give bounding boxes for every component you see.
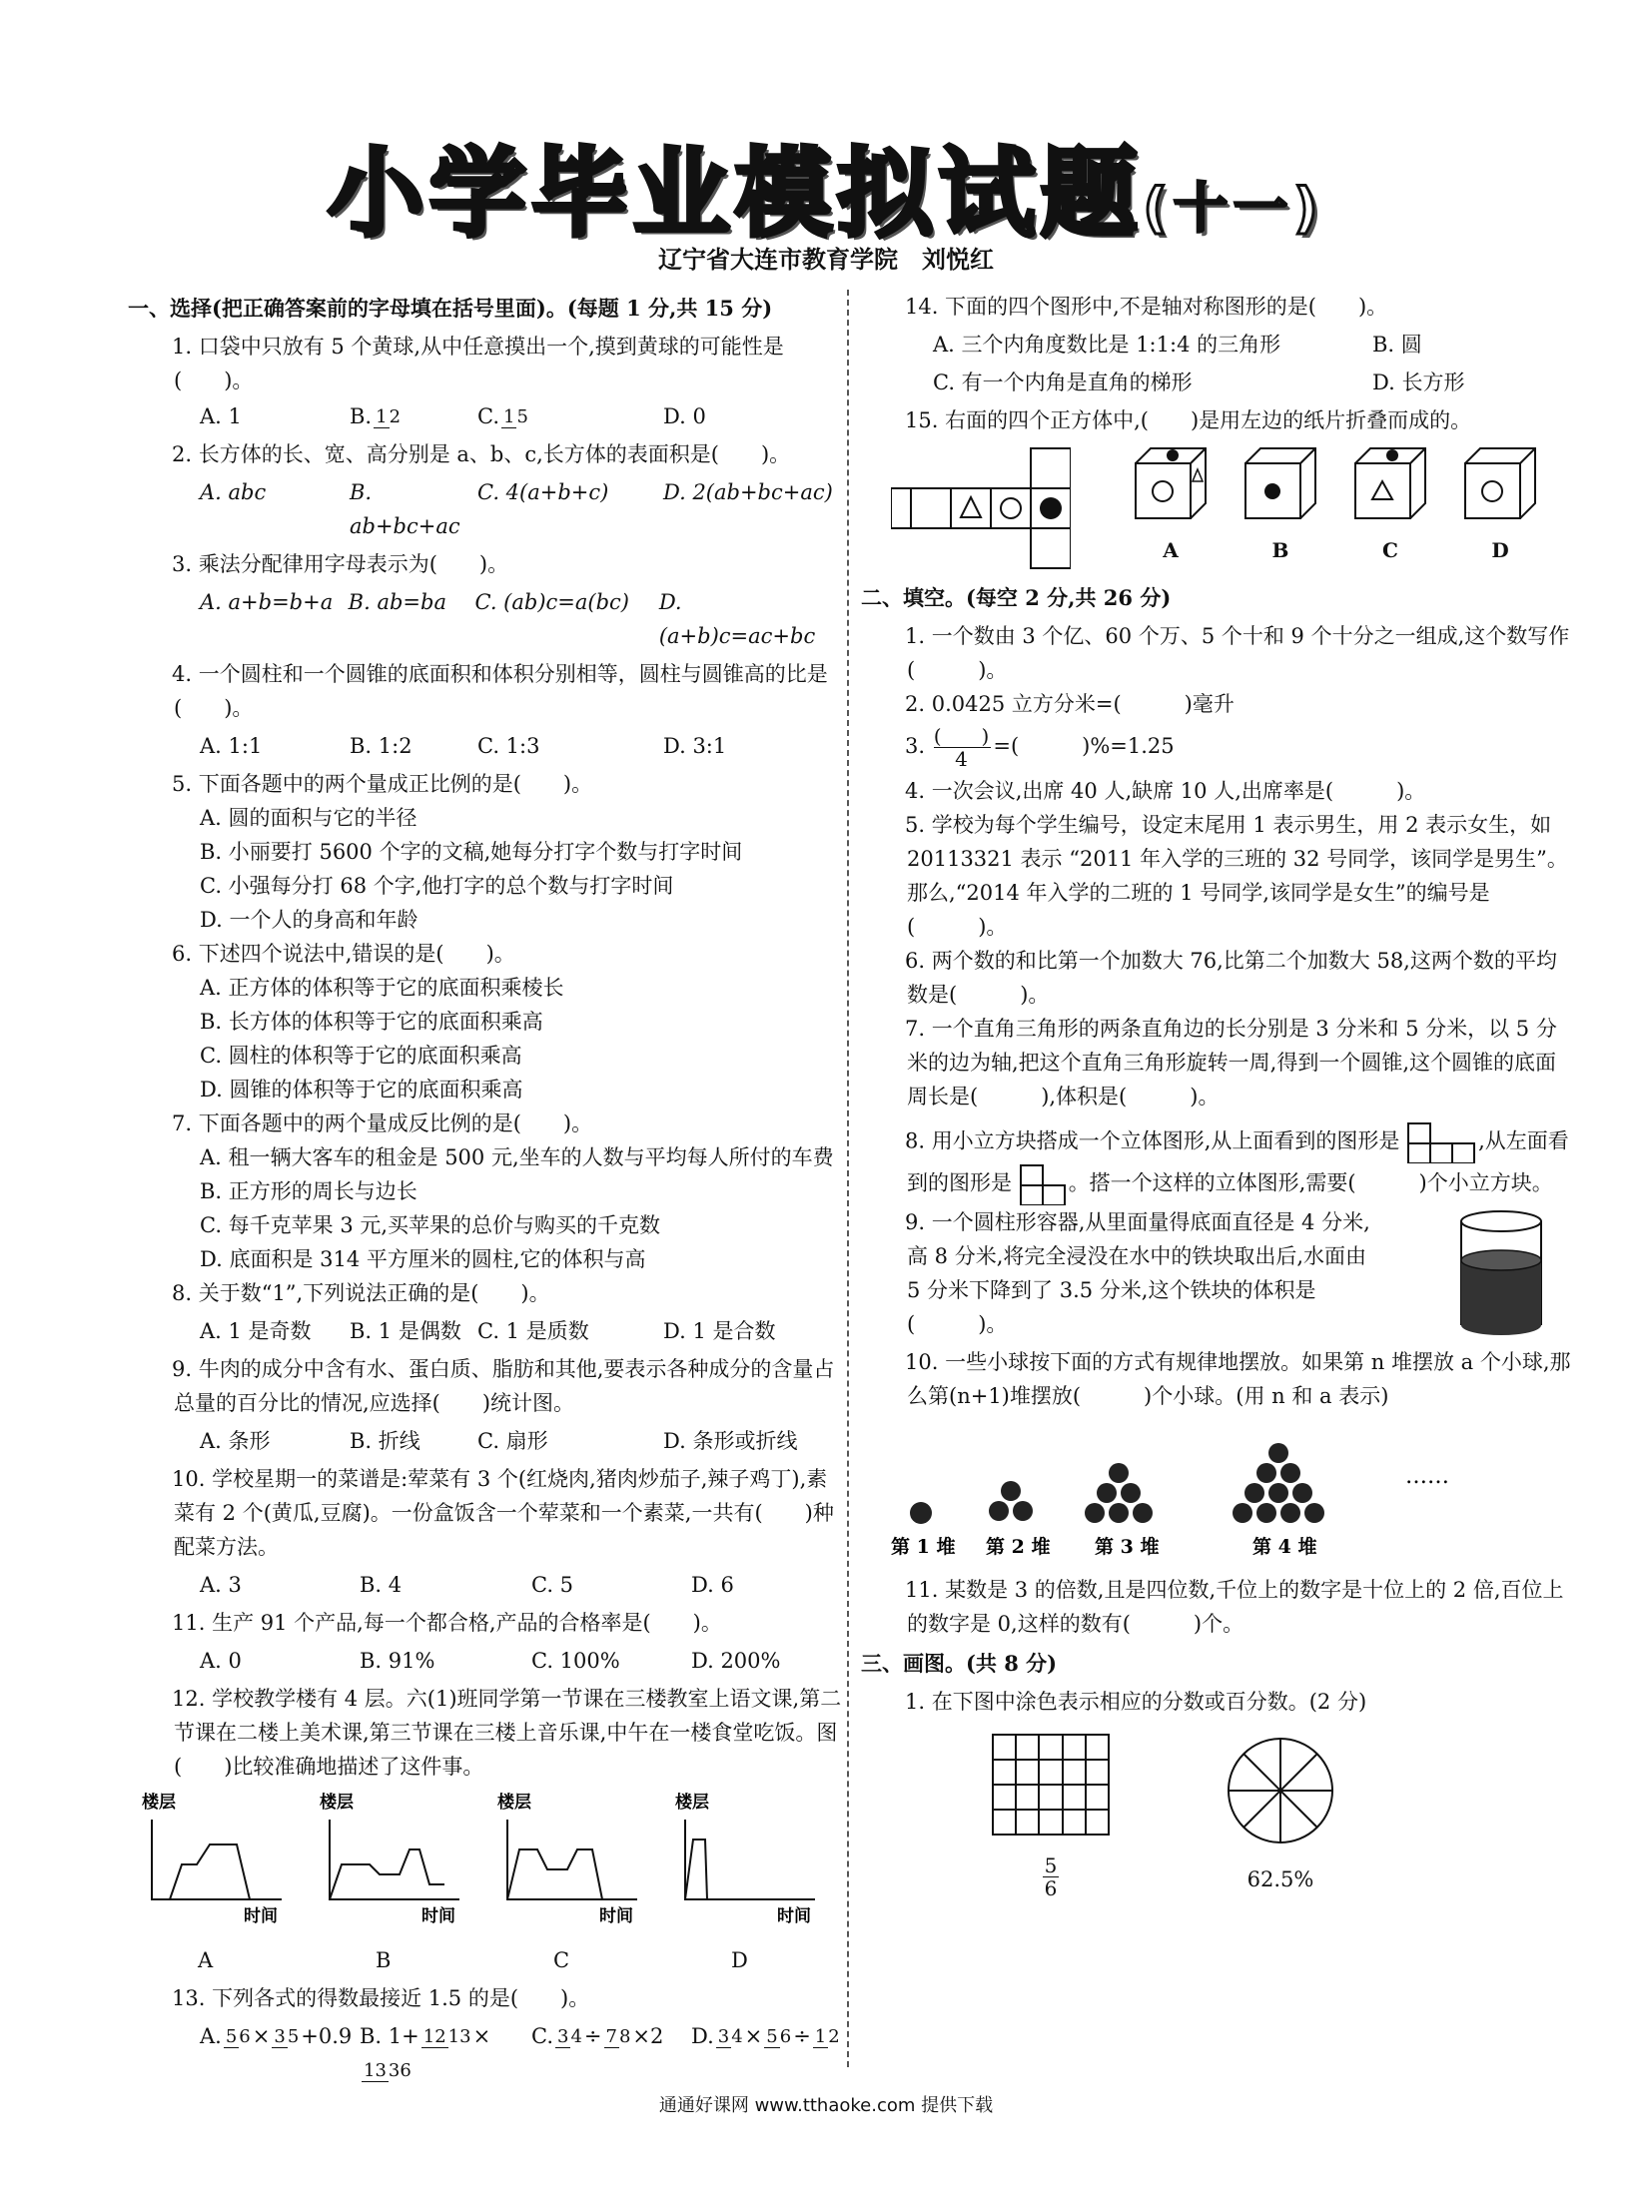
graph-label-b: B xyxy=(376,1948,392,1972)
cube-option-b: B xyxy=(1240,443,1320,567)
option-b: B. 折线 xyxy=(350,1429,420,1453)
option-c: C. 扇形 xyxy=(477,1429,548,1453)
pile-label-3: 第 3 堆 xyxy=(1095,1536,1160,1558)
question-2-options xyxy=(128,475,843,543)
fill-question-9-block xyxy=(861,1205,1576,1345)
fill-question-7: 7. 一个直角三角形的两条直角边的长分别是 3 分米和 5 分米，以 5 分米的边为轴,把这个直角三角形旋转一周,得到一个圆锥,这个圆锥的底面周长是( ),体积是( )。 xyxy=(905,1017,1557,1108)
question-10: 10. 学校星期一的菜谱是:荤菜有 3 个(红烧肉,猪肉炒茄子,辣子鸡丁),素菜有 2 个(黄瓜,豆腐)。一份盒饭含一个荤菜和一个素菜,一共有( )种配菜方法。 xyxy=(172,1467,834,1559)
question-12: 12. 学校教学楼有 4 层。六(1)班同学第一节课在三楼教室上语文课,第二节课在二楼上美术课,第三节课在三楼上音乐课,中午在一楼食堂吃饭。图( )比较准确地描述了这件事。 xyxy=(172,1687,842,1779)
floor-graph-a xyxy=(142,1790,292,1937)
fraction: 1 2 xyxy=(376,406,402,427)
option-a: A. 圆的面积与它的半径 xyxy=(200,806,417,830)
option-a: A. 0 xyxy=(200,1649,242,1673)
option-a: A. 1 是奇数 xyxy=(200,1319,312,1343)
option-d: D. 0 xyxy=(663,404,706,428)
question-11-options xyxy=(128,1644,843,1678)
question-3: 3. 乘法分配律用字母表示为( )。 xyxy=(172,552,509,576)
option-b: B. 小丽要打 5600 个字的文稿,她每分打字个数与打字时间 xyxy=(200,840,743,864)
circle-figure xyxy=(1221,1733,1340,1852)
fill-question-9: 9. 一个圆柱形容器,从里面量得底面直径是 4 分米,高 8 分米,将完全浸没在水中的铁块取出后,水面由 5 分米下降到了 3.5 分米,这个铁块的体积是( )。 xyxy=(905,1210,1370,1336)
option-d: D. 圆锥的体积等于它的底面积乘高 xyxy=(200,1078,523,1102)
question-12-labels xyxy=(128,1943,843,1977)
question-5: 5. 下面各题中的两个量成正比例的是( )。 xyxy=(172,772,593,796)
fill-question-8: 8. 用小立方块搭成一个立体图形,从上面看到的图形是 ,从左面看到的图形是 。搭一个这样的立体图形,需要( )个小立方块。 xyxy=(861,1121,1576,1205)
option-d: D. 2(ab+bc+ac) xyxy=(663,480,833,504)
option-c: C. (ab)c=a(bc) xyxy=(474,590,630,614)
cube-d-icon xyxy=(1460,443,1540,523)
author-line: 辽宁省大连市教育学院 刘悦红 xyxy=(658,245,994,274)
svg-text:时间: 时间 xyxy=(421,1906,455,1926)
option-d: D. 条形或折线 xyxy=(663,1429,798,1453)
fill-question-5: 5. 学校为每个学生编号，设定末尾用 1 表示男生，用 2 表示女生，如 20113321 表示 “2011 年入学的三班的 32 号同学，该同学是男生”。那么,“2014 年入学的二班的 1 号同学,该同学是女生”的编号是( )。 xyxy=(905,813,1568,939)
question-5-options xyxy=(128,801,843,937)
graph-label-c: C xyxy=(553,1948,570,1972)
fill-question-1: 1. 一个数由 3 个亿、60 个万、5 个十和 9 个十分之一组成,这个数写作( )。 xyxy=(905,624,1570,682)
fill-question-10: 10. 一些小球按下面的方式有规律地摆放。如果第 n 堆摆放 a 个小球,那么第(n+1)堆摆放( )个小球。(用 n 和 a 表示) xyxy=(905,1350,1571,1408)
left-column xyxy=(128,290,843,2091)
pile-label-4: 第 4 堆 xyxy=(1252,1536,1317,1558)
question-8: 8. 关于数“1”,下列说法正确的是( )。 xyxy=(172,1281,550,1305)
circle-percent: 62.5% xyxy=(1246,1867,1314,1891)
left-view-figure xyxy=(1019,1163,1069,1205)
question-15: 15. 右面的四个正方体中,( )是用左边的纸片折叠而成的。 xyxy=(905,408,1472,432)
option-c: C. 100% xyxy=(531,1649,620,1673)
svg-text:时间: 时间 xyxy=(599,1906,633,1926)
pile-4 xyxy=(1233,1443,1324,1523)
question-9-options xyxy=(128,1424,843,1458)
cylinder-container-figure xyxy=(1446,1205,1566,1345)
cube-option-d: D xyxy=(1460,443,1540,567)
footer: 通通好课网 www.tthaoke.com 提供下载 xyxy=(658,2095,994,2116)
option-a: A. 5 6× 3 5+0.9 xyxy=(200,2024,353,2048)
question-12-graphs xyxy=(128,1790,843,1937)
question-11: 11. 生产 91 个产品,每一个都合格,产品的合格率是( )。 xyxy=(172,1611,722,1635)
option-b: B. 1 是偶数 xyxy=(350,1319,461,1343)
option-c: C. 3 4÷ 7 8×2 xyxy=(531,2024,664,2048)
column-divider xyxy=(847,290,849,2067)
cube-c-icon xyxy=(1350,443,1430,523)
option-a: A. 条形 xyxy=(200,1429,271,1453)
title-suffix: (十一) xyxy=(1143,177,1324,240)
question-10-options xyxy=(128,1568,843,1602)
option-c: C. 小强每分打 68 个字,他打字的总个数与打字时间 xyxy=(200,874,674,898)
question-8-options xyxy=(128,1314,843,1348)
fill-question-4: 4. 一次会议,出席 40 人,缺席 10 人,出席率是( )。 xyxy=(905,779,1426,803)
question-1: 1. 口袋中只放有 5 个黄球,从中任意摸出一个,摸到黄球的可能性是( )。 xyxy=(172,335,784,392)
pile-label-2: 第 2 堆 xyxy=(986,1536,1051,1558)
question-6: 6. 下述四个说法中,错误的是( )。 xyxy=(172,942,515,966)
svg-text:楼层: 楼层 xyxy=(320,1793,354,1813)
cube-a-icon xyxy=(1131,443,1211,523)
floor-graph-b xyxy=(320,1790,469,1937)
option-a: A. 正方体的体积等于它的底面积乘棱长 xyxy=(200,976,564,1000)
top-view-figure xyxy=(1406,1121,1478,1163)
question-14-options xyxy=(861,328,1576,362)
option-d: D. 1 是合数 xyxy=(663,1319,776,1343)
right-column xyxy=(861,290,1576,1899)
option-c: C. 1 是质数 xyxy=(477,1319,589,1343)
circle-figure-block xyxy=(1221,1733,1340,1899)
fraction: $\frac{( )}{4}$ xyxy=(933,724,990,771)
grid-figure-block xyxy=(991,1733,1111,1899)
floor-graph-d xyxy=(675,1790,825,1937)
fill-question-2: 2. 0.0425 立方分米=( )毫升 xyxy=(905,692,1235,716)
question-3-options xyxy=(128,585,843,653)
option-a: A. 租一辆大客车的租金是 500 元,坐车的人数与平均每人所付的车费 xyxy=(200,1145,834,1169)
option-a: A. abc xyxy=(200,480,267,504)
question-7: 7. 下面各题中的两个量成反比例的是( )。 xyxy=(172,1111,593,1135)
option-b: B. 1 2 xyxy=(350,404,402,428)
draw-figures xyxy=(991,1733,1576,1899)
option-c: C. 每千克苹果 3 元,买苹果的总价与购买的千克数 xyxy=(200,1213,661,1237)
option-a: A. a+b=b+a xyxy=(200,590,334,614)
svg-text:楼层: 楼层 xyxy=(142,1793,176,1813)
option-b: B. 长方体的体积等于它的底面积乘高 xyxy=(200,1010,543,1034)
option-c: C. 1:3 xyxy=(477,734,540,758)
option-c: C. 4(a+b+c) xyxy=(477,480,609,504)
option-a: A. 1 xyxy=(200,404,242,428)
option-b: B. ab+bc+ac xyxy=(350,480,460,538)
section3-heading: 三、画图。(共 8 分) xyxy=(861,1651,1058,1676)
question-6-options xyxy=(128,971,843,1106)
svg-text:时间: 时间 xyxy=(777,1906,811,1926)
ball-piles-figure xyxy=(861,1413,1576,1563)
cube-b-icon xyxy=(1240,443,1320,523)
pile-2 xyxy=(989,1481,1033,1521)
fill-question-3: 3. $\frac{( )}{4}$ =( )%=1.25 xyxy=(905,724,1175,771)
question-4-options xyxy=(128,729,843,763)
option-b: B. 1+ 12 13×13 36 xyxy=(360,2024,491,2081)
fill-question-11: 11. 某数是 3 的倍数,且是四位数,千位上的数字是十位上的 2 倍,百位上的数字是 0,这样的数有( )个。 xyxy=(905,1578,1564,1636)
section2-heading: 二、填空。(每空 2 分,共 26 分) xyxy=(861,585,1172,610)
question-13: 13. 下列各式的得数最接近 1.5 的是( )。 xyxy=(172,1986,590,2010)
pile-1-ball xyxy=(910,1502,932,1524)
question-9: 9. 牛肉的成分中含有水、蛋白质、脂肪和其他,要表示各种成分的含量占总量的百分比的情况,应选择( )统计图。 xyxy=(172,1357,835,1415)
option-a: A. 3 xyxy=(200,1573,242,1597)
cube-net xyxy=(891,443,1071,573)
option-d: D. 长方形 xyxy=(1372,370,1465,394)
floor-graph-c xyxy=(497,1790,647,1937)
option-b: B. ab=ba xyxy=(348,590,446,614)
continuation-dots: …… xyxy=(1405,1464,1449,1489)
option-d: D. 200% xyxy=(691,1649,781,1673)
fraction: 1 5 xyxy=(503,406,528,427)
cube-option-a: A xyxy=(1131,443,1211,567)
option-a: A. 1:1 xyxy=(200,734,263,758)
option-d: D. (a+b)c=ac+bc xyxy=(658,590,816,648)
section1-heading: 一、选择(把正确答案前的字母填在括号里面)。(每题 1 分,共 15 分) xyxy=(128,296,773,321)
pile-label-1: 第 1 堆 xyxy=(891,1536,956,1558)
grid-figure xyxy=(991,1733,1111,1837)
question-2: 2. 长方体的长、宽、高分别是 a、b、c,长方体的表面积是( )。 xyxy=(172,442,791,466)
option-d: D. 底面积是 314 平方厘米的圆柱,它的体积与高 xyxy=(200,1247,646,1271)
option-b: B. 1:2 xyxy=(350,734,413,758)
page-title: 小学毕业模拟试题(十一) xyxy=(328,138,1324,250)
option-b: B. 91% xyxy=(360,1649,435,1673)
option-d: D. 3:1 xyxy=(663,734,727,758)
option-b: B. 4 xyxy=(360,1573,403,1597)
cube-option-c: C xyxy=(1350,443,1430,567)
question-1-options xyxy=(128,399,843,433)
option-b: B. 正方形的周长与边长 xyxy=(200,1179,417,1203)
graph-label-d: D xyxy=(731,1948,748,1972)
question-13-options xyxy=(128,2019,843,2087)
pile-3 xyxy=(1085,1463,1153,1523)
question-4: 4. 一个圆柱和一个圆锥的底面积和体积分别相等，圆柱与圆锥高的比是( )。 xyxy=(172,662,828,720)
option-c: C. 5 xyxy=(531,1573,574,1597)
option-d: D. 3 4× 5 6÷ 1 2 xyxy=(691,2024,840,2048)
question-7-options xyxy=(128,1140,843,1276)
svg-text:楼层: 楼层 xyxy=(675,1793,709,1813)
option-c: C. 有一个内角是直角的梯形 xyxy=(933,370,1193,394)
svg-text:时间: 时间 xyxy=(244,1906,278,1926)
svg-text:楼层: 楼层 xyxy=(497,1793,531,1813)
option-c: C. 圆柱的体积等于它的底面积乘高 xyxy=(200,1044,522,1068)
option-a: A. 三个内角度数比是 1:1:4 的三角形 xyxy=(933,333,1281,357)
question-14-options-2 xyxy=(861,366,1576,399)
option-b: B. 圆 xyxy=(1372,333,1422,357)
option-d: D. 一个人的身高和年龄 xyxy=(200,908,418,932)
question-14: 14. 下面的四个图形中,不是轴对称图形的是( )。 xyxy=(905,295,1388,319)
grid-fraction: $\frac{5}{6}$ xyxy=(1044,1853,1058,1900)
draw-question-1: 1. 在下图中涂色表示相应的分数或百分数。(2 分) xyxy=(905,1690,1367,1714)
option-c: C. 1 5 xyxy=(477,404,528,428)
graph-label-a: A xyxy=(198,1948,214,1972)
option-d: D. 6 xyxy=(691,1573,734,1597)
fill-question-6: 6. 两个数的和比第一个加数大 76,比第二个加数大 58,这两个数的平均数是( )。 xyxy=(905,949,1557,1007)
question-15-figures xyxy=(891,443,1576,573)
